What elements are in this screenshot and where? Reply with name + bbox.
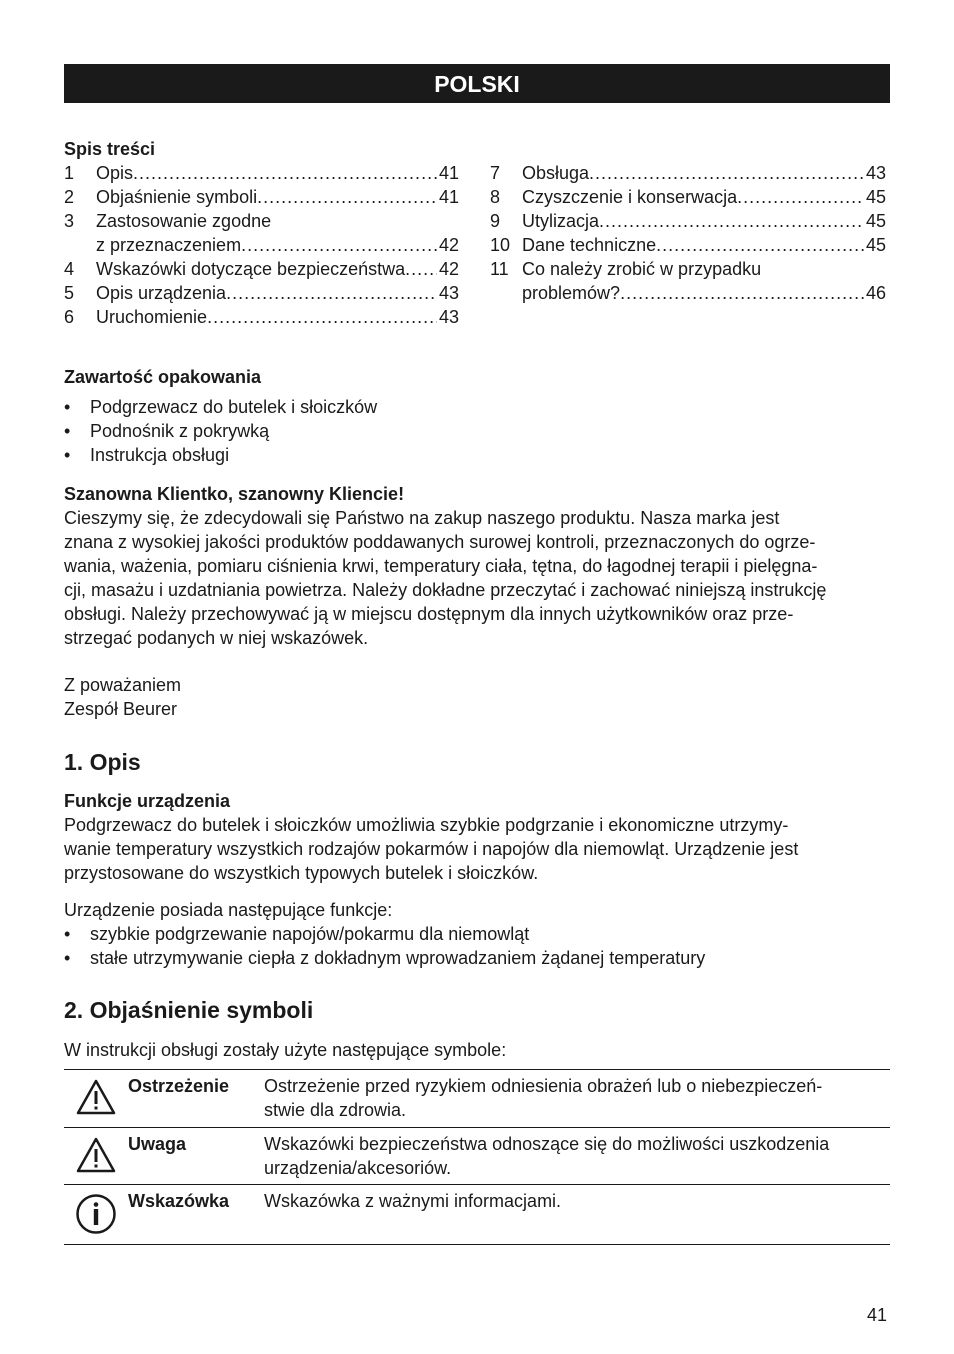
greeting-title: Szanowna Klientko, szanowny Kliencie! — [64, 484, 405, 504]
list-item: • Instrukcja obsługi — [64, 443, 890, 467]
section-1-heading: 1. Opis — [64, 749, 141, 775]
toc-entry[interactable]: 4 Wskazówki dotyczące bezpieczeństwa ..... 42 — [64, 257, 459, 281]
page-number: 41 — [866, 1305, 887, 1325]
warning-triangle-icon — [64, 1128, 128, 1184]
list-item: • Podnośnik z pokrywką — [64, 419, 890, 443]
toc-entry[interactable]: 6 Uruchomienie ..... 43 — [64, 305, 459, 329]
warning-triangle-icon — [64, 1070, 128, 1127]
toc-entry-continuation[interactable]: z przeznaczeniem ..... 42 — [64, 233, 459, 257]
language-header — [64, 64, 890, 103]
toc-entry[interactable]: 1 Opis ..... 41 — [64, 161, 459, 185]
toc-left-column — [64, 161, 459, 329]
toc-entry[interactable]: 5 Opis urządzenia ..... 43 — [64, 281, 459, 305]
toc-entry[interactable]: 11 Co należy zrobić w przypadku — [490, 259, 762, 279]
section-1-subheading: Funkcje urządzenia — [64, 791, 231, 811]
list-item: • Podgrzewacz do butelek i słoiczków — [64, 395, 890, 419]
table-row: Wskazówka Wskazówka z ważnymi informacjami. — [64, 1185, 890, 1245]
info-circle-icon — [64, 1185, 128, 1244]
toc-entry[interactable]: 9 Utylizacja ..... 45 — [490, 209, 886, 233]
section-2-heading: 2. Objaśnienie symboli — [64, 997, 314, 1023]
signature: Zespół Beurer — [64, 699, 178, 719]
toc-entry[interactable]: 7 Obsługa ..... 43 — [490, 161, 886, 185]
toc-entry-continuation[interactable]: problemów? ..... 46 — [490, 281, 886, 305]
table-row: Uwaga Wskazówki bezpieczeństwa odnoszące się do możliwości uszkodzenia urządzenia/akcesoriów. — [64, 1128, 890, 1185]
table-row: Ostrzeżenie Ostrzeżenie przed ryzykiem odniesienia obrażeń lub o niebezpieczeń- stwie dla zdrowia. — [64, 1070, 890, 1128]
toc-title: Spis treści — [64, 139, 156, 159]
list-item: • stałe utrzymywanie ciepła z dokładnym wprowadzaniem żądanej temperatury — [64, 946, 890, 970]
package-title: Zawartość opakowania — [64, 367, 262, 387]
list-item: • szybkie podgrzewanie napojów/pokarmu dla niemowląt — [64, 922, 890, 946]
features-intro: Urządzenie posiada następujące funkcje: — [64, 900, 393, 920]
toc-right-column — [490, 161, 886, 305]
package-list — [64, 395, 890, 467]
toc-entry[interactable]: 8 Czyszczenie i konserwacja ..... 45 — [490, 185, 886, 209]
section-1-paragraph: Podgrzewacz do butelek i słoiczków umożliwia szybkie podgrzanie i ekonomiczne utrzymy- wanie temperatury wszystkich rodzajów pokarmów i napojów dla niemowląt. Urządzenie jest przystosowane do wszystkich typowych butelek i słoiczków. — [64, 815, 799, 883]
language-title: POLSKI — [434, 70, 520, 97]
closing: Z poważaniem — [64, 675, 182, 695]
toc-entry[interactable]: 2 Objaśnienie symboli ..... 41 — [64, 185, 459, 209]
toc-entry[interactable]: 10 Dane techniczne ..... 45 — [490, 233, 886, 257]
features-list — [64, 922, 890, 970]
symbols-intro: W instrukcji obsługi zostały użyte następujące symbole: — [64, 1040, 507, 1060]
toc-entry[interactable]: 3 Zastosowanie zgodne — [64, 211, 272, 231]
symbols-table — [64, 1069, 890, 1245]
greeting-paragraph: Cieszymy się, że zdecydowali się Państwo na zakup naszego produktu. Nasza marka jest znana z wysokiej jakości produktów poddawanych surowej kontroli, przeznaczonych do ogrze- wania, ważenia, pomiaru ciśnienia krwi, temperatury ciała, tętna, do łagodnej terapii i pielęgna- cji, masażu i uzdatniania powietrza. Należy dokładne przeczytać i zachować niniejszą instrukcję obsługi. Należy przechowywać ją w miejscu dostępnym dla innych użytkowników oraz prze- strzegać podanych w niej wskazówek. — [64, 508, 827, 648]
